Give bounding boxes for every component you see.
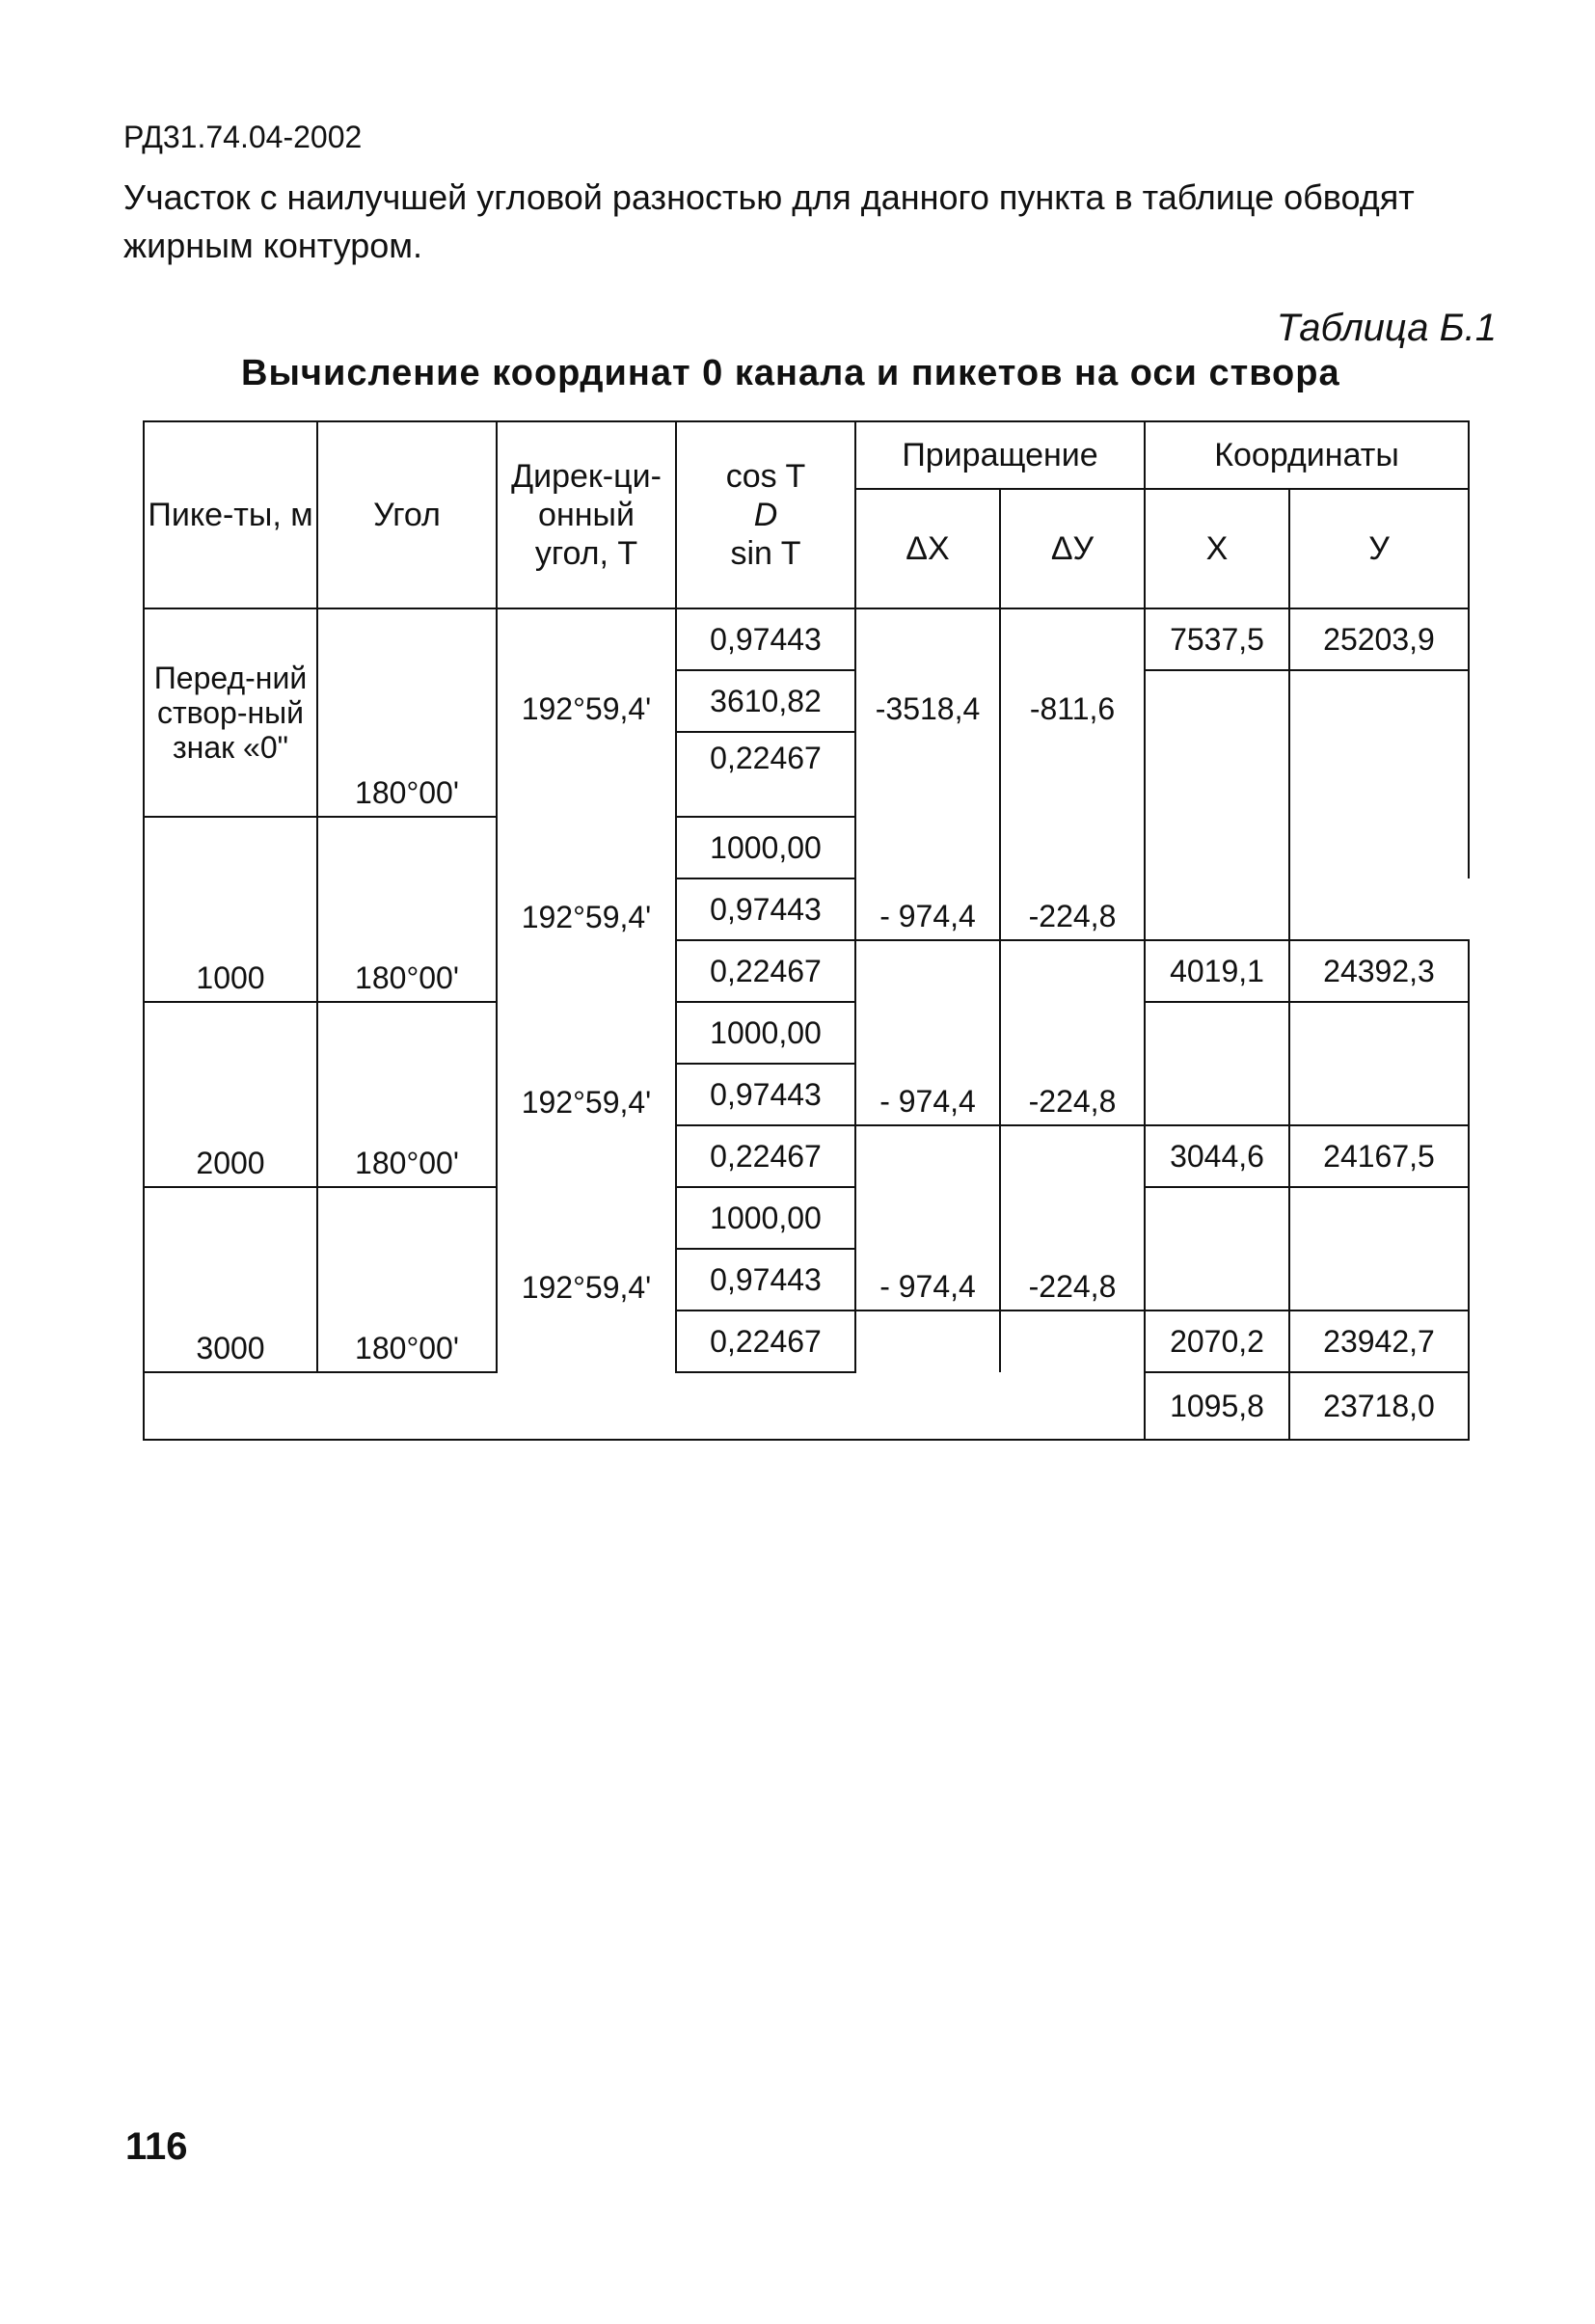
intro-paragraph: Участок с наилучшей угловой разностью для данного пункта в таблице обводят жирным контуром.	[123, 177, 1415, 265]
dy-blank	[1000, 732, 1145, 817]
direction-blank	[497, 732, 676, 817]
angle-cell: 180°00'	[317, 1187, 497, 1372]
y-blank	[1289, 1002, 1469, 1125]
dy-blank	[1000, 940, 1145, 1002]
header-cos-d-sin	[676, 421, 855, 608]
header-increment: Приращение	[855, 421, 1145, 489]
header-x: X	[1145, 489, 1289, 608]
table-title: Вычисление координат 0 канала и пикетов на оси створа	[241, 353, 1340, 393]
dx-cell: - 974,4	[855, 1187, 1000, 1311]
cos-cell: 1000,00	[676, 1002, 855, 1064]
direction-cell: 192°59,4'	[497, 1187, 676, 1311]
header-dx: ΔX	[855, 489, 1000, 608]
x-blank	[1145, 1002, 1289, 1125]
y-cell: 25203,9	[1289, 608, 1469, 670]
angle-cell: 180°00'	[317, 1002, 497, 1187]
direction-blank	[497, 1125, 676, 1187]
angle-cell: 180°00'	[317, 817, 497, 1002]
sin-cell: 0,22467	[676, 940, 855, 1002]
header-d: D	[753, 497, 778, 533]
piket-cell: 2000	[144, 1002, 317, 1187]
y-blank	[1289, 670, 1469, 878]
dx-blank	[855, 732, 1000, 817]
final-row-blank	[144, 1372, 1145, 1440]
header-direction: Дирек-ци-онный угол, T	[497, 421, 676, 608]
dx-blank	[855, 1311, 1000, 1372]
dx-blank	[855, 1125, 1000, 1187]
piket-cell: Перед-ний створ-ный знак «0"	[144, 608, 317, 817]
y-cell: 23942,7	[1289, 1311, 1469, 1372]
header-dy: ΔУ	[1000, 489, 1145, 608]
piket-cell: 3000	[144, 1187, 317, 1372]
y-cell: 24167,5	[1289, 1125, 1469, 1187]
x-blank	[1145, 1187, 1289, 1311]
header-ugol: Угол	[317, 421, 497, 608]
x-cell: 2070,2	[1145, 1311, 1289, 1372]
dx-cell: -3518,4	[855, 608, 1000, 732]
direction-blank	[497, 1311, 676, 1372]
direction-cell: 192°59,4'	[497, 1002, 676, 1125]
x-cell	[1145, 878, 1289, 940]
dy-cell: -224,8	[1000, 1002, 1145, 1125]
x-cell: 3044,6	[1145, 1125, 1289, 1187]
direction-blank	[497, 940, 676, 1002]
direction-cell: 192°59,4'	[497, 608, 676, 732]
x-cell: 1095,8	[1145, 1372, 1289, 1440]
d-cell: 0,97443	[676, 1249, 855, 1311]
table-caption: Таблица Б.1	[1276, 307, 1497, 349]
doc-code: РД31.74.04-2002	[123, 120, 363, 154]
x-blank	[1145, 670, 1289, 878]
dy-blank	[1000, 1125, 1145, 1187]
y-cell: 23718,0	[1289, 1372, 1469, 1440]
dy-cell: -224,8	[1000, 1187, 1145, 1311]
angle-cell: 180°00'	[317, 608, 497, 817]
cos-cell: 1000,00	[676, 1187, 855, 1249]
header-y: У	[1289, 489, 1469, 608]
d-cell: 0,97443	[676, 878, 855, 940]
piket-cell: 1000	[144, 817, 317, 1002]
dy-cell: -811,6	[1000, 608, 1145, 732]
header-cos: cos T	[725, 458, 806, 495]
cos-cell: 1000,00	[676, 817, 855, 878]
header-sin: sin T	[730, 535, 801, 572]
dy-blank	[1000, 1311, 1145, 1372]
sin-cell: 0,22467	[676, 1125, 855, 1187]
d-cell: 0,97443	[676, 1064, 855, 1125]
header-pikety: Пике-ты, м	[144, 421, 317, 608]
sin-cell: 0,22467	[676, 1311, 855, 1372]
dx-cell: - 974,4	[855, 817, 1000, 940]
header-coords: Координаты	[1145, 421, 1469, 489]
y-blank	[1289, 1187, 1469, 1311]
direction-cell: 192°59,4'	[497, 817, 676, 940]
dx-cell: - 974,4	[855, 1002, 1000, 1125]
dx-blank	[855, 940, 1000, 1002]
d-cell: 3610,82	[676, 670, 855, 732]
cos-cell: 0,97443	[676, 608, 855, 670]
x-cell: 7537,5	[1145, 608, 1289, 670]
coordinates-table	[143, 420, 1470, 1441]
dy-cell: -224,8	[1000, 817, 1145, 940]
x-cell: 4019,1	[1145, 940, 1289, 1002]
page-number: 116	[125, 2125, 188, 2168]
sin-cell: 0,22467	[676, 732, 855, 817]
y-cell: 24392,3	[1289, 940, 1469, 1002]
